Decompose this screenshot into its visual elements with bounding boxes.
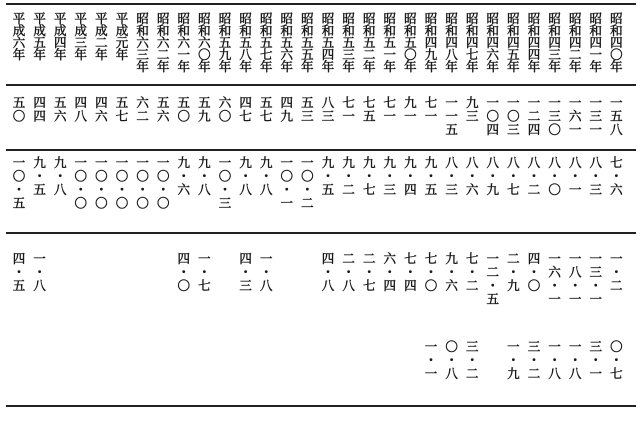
- table-cell: 五六: [52, 96, 68, 123]
- table-cell: 九・四: [402, 156, 418, 197]
- table-cell: 七五: [361, 96, 377, 123]
- year-column: [90, 0, 110, 424]
- table-cell: 四・八: [320, 252, 335, 293]
- table-cell: 一二四: [526, 96, 541, 137]
- table-cell: 一・一: [423, 340, 438, 381]
- table-cell: 一・八: [567, 340, 583, 381]
- year-column: [276, 0, 296, 424]
- table-cell: 一・九: [505, 340, 521, 381]
- year-column: [379, 0, 399, 424]
- year-header: 昭和四六年: [484, 12, 500, 72]
- table-cell: 一〇・一: [278, 156, 294, 210]
- table-cell: 一〇・〇: [134, 156, 150, 210]
- table-cell: 九・五: [31, 156, 47, 197]
- year-header: 平成六年: [11, 12, 26, 60]
- table-cell: 九一: [402, 96, 418, 123]
- year-header: 昭和五九年: [217, 12, 232, 72]
- table-cell: 一〇・三: [217, 156, 232, 210]
- table-cell: 四七: [237, 96, 253, 123]
- table-cell: 四・五: [11, 252, 26, 293]
- table-cell: 一・八: [546, 340, 562, 381]
- table-cell: 八・九: [484, 156, 500, 197]
- year-column: [173, 0, 193, 424]
- table-cell: 九・八: [52, 156, 68, 197]
- table-cell: 四九: [278, 96, 294, 123]
- year-header: 平成二年: [93, 12, 109, 60]
- year-column: [564, 0, 584, 424]
- table-cell: 一三・一: [587, 252, 603, 306]
- year-column: [214, 0, 234, 424]
- table-cell: 一三〇: [546, 96, 562, 137]
- year-header: 昭和五一年: [381, 12, 397, 72]
- table-cell: 一〇三: [505, 96, 521, 137]
- year-column: [585, 0, 605, 424]
- year-column: [317, 0, 337, 424]
- year-header: 昭和四〇年: [608, 12, 624, 72]
- table-cell: 七・六: [608, 156, 624, 197]
- year-column: [544, 0, 564, 424]
- table-cell: 四八: [72, 96, 88, 123]
- year-column: [461, 0, 481, 424]
- year-column: [255, 0, 275, 424]
- table-cell: 一三一: [587, 96, 603, 137]
- table-cell: 三・二: [464, 340, 480, 381]
- year-header: 平成元年: [114, 12, 129, 60]
- year-column: [358, 0, 378, 424]
- table-cell: 八三: [320, 96, 335, 123]
- year-column: [420, 0, 440, 424]
- table-cell: 四・三: [237, 252, 253, 293]
- table-cell: 九三: [464, 96, 480, 123]
- table-cell: 一〇・二: [299, 156, 315, 210]
- table-cell: 七一: [340, 96, 356, 123]
- table-cell: 一〇・〇: [155, 156, 171, 210]
- year-column: [132, 0, 152, 424]
- year-header: 昭和六二年: [155, 12, 171, 72]
- table-cell: 一二・五: [484, 252, 500, 306]
- year-column: [399, 0, 419, 424]
- year-header: 昭和五七年: [258, 12, 274, 72]
- table-cell: 六〇: [217, 96, 232, 123]
- table-cell: 八・六: [464, 156, 480, 197]
- year-column: [152, 0, 172, 424]
- table-cell: 二・八: [340, 252, 356, 293]
- year-column: [502, 0, 522, 424]
- table-cell: 六・四: [381, 252, 397, 293]
- year-header: 昭和四五年: [505, 12, 521, 72]
- table-cell: 一五八: [608, 96, 624, 137]
- table-cell: 一一五: [443, 96, 459, 137]
- table-cell: 七・〇: [423, 252, 438, 293]
- table-cell: 四・〇: [526, 252, 541, 293]
- table-cell: 二・九: [505, 252, 521, 293]
- table-cell: 一・八: [31, 252, 47, 293]
- table-cell: 八・七: [505, 156, 521, 197]
- year-header: 昭和五五年: [299, 12, 315, 72]
- table-cell: 一六一: [567, 96, 583, 137]
- year-column: [482, 0, 502, 424]
- year-header: 昭和五〇年: [402, 12, 418, 72]
- table-cell: 一八・一: [567, 252, 583, 306]
- table-cell: 八・二: [526, 156, 541, 197]
- table-cell: 九・八: [237, 156, 253, 197]
- table-cell: 〇・八: [443, 340, 459, 381]
- table-cell: 九・六: [443, 252, 459, 293]
- table-cell: 二・七: [361, 252, 377, 293]
- table-cell: 七・二: [464, 252, 480, 293]
- table-cell: 一・八: [258, 252, 274, 293]
- year-column: [235, 0, 255, 424]
- table-cell: 五七: [114, 96, 129, 123]
- table-cell: 五三: [299, 96, 315, 123]
- year-header: 昭和五八年: [237, 12, 253, 72]
- year-header: 昭和六三年: [134, 12, 150, 72]
- table-cell: 五〇: [175, 96, 191, 123]
- table-cell: 九・六: [175, 156, 191, 197]
- year-header: 昭和六一年: [175, 12, 191, 72]
- table-cell: 四六: [93, 96, 109, 123]
- table-cell: 一・二: [608, 252, 624, 293]
- year-header: 昭和四九年: [423, 12, 438, 72]
- table-cell: 七一: [381, 96, 397, 123]
- year-header: 昭和五四年: [320, 12, 335, 72]
- table-cell: 五〇: [11, 96, 26, 123]
- table-cell: 八・一: [567, 156, 583, 197]
- table-cell: 九・二: [340, 156, 356, 197]
- table-cell: 五七: [258, 96, 274, 123]
- table-cell: 〇・七: [608, 340, 624, 381]
- table-cell: 七一: [423, 96, 438, 123]
- year-header: 昭和四二年: [567, 12, 583, 72]
- table-cell: 六二: [134, 96, 150, 123]
- year-header: 昭和四一年: [587, 12, 603, 72]
- table-cell: 一〇・〇: [93, 156, 109, 210]
- year-header: 昭和五六年: [278, 12, 294, 72]
- year-header: 昭和五三年: [340, 12, 356, 72]
- table-cell: 三・二: [526, 340, 541, 381]
- table-cell: 一〇・〇: [72, 156, 88, 210]
- table-cell: 九・七: [361, 156, 377, 197]
- table-cell: 八・三: [587, 156, 603, 197]
- year-header: 平成五年: [31, 12, 47, 60]
- year-column: [296, 0, 316, 424]
- table-cell: 一六・一: [546, 252, 562, 306]
- table-cell: 五九: [196, 96, 212, 123]
- year-column: [49, 0, 69, 424]
- year-header: 昭和四四年: [526, 12, 541, 72]
- table-cell: 九・八: [258, 156, 274, 197]
- year-column: [523, 0, 543, 424]
- year-column: [193, 0, 213, 424]
- year-column: [605, 0, 625, 424]
- table-cell: 九・五: [423, 156, 438, 197]
- year-header: 昭和四三年: [546, 12, 562, 72]
- table-cell: 四四: [31, 96, 47, 123]
- year-column: [29, 0, 49, 424]
- year-header: 昭和六〇年: [196, 12, 212, 72]
- table-cell: 九・五: [320, 156, 335, 197]
- year-header: 昭和五二年: [361, 12, 377, 72]
- year-column: [8, 0, 28, 424]
- year-header: 昭和四七年: [464, 12, 480, 72]
- year-column: [70, 0, 90, 424]
- table-cell: 八・〇: [546, 156, 562, 197]
- table-cell: 一〇・〇: [114, 156, 129, 210]
- year-column: [338, 0, 358, 424]
- table-cell: 九・八: [196, 156, 212, 197]
- table-cell: 三・一: [587, 340, 603, 381]
- year-column: [111, 0, 131, 424]
- year-header: 平成三年: [72, 12, 88, 60]
- table-cell: 八・三: [443, 156, 459, 197]
- table-cell: 四・〇: [175, 252, 191, 293]
- table-cell: 九・三: [381, 156, 397, 197]
- year-column: [441, 0, 461, 424]
- table-cell: 一〇・五: [11, 156, 26, 210]
- table-cell: 一・七: [196, 252, 212, 293]
- table-cell: 七・四: [402, 252, 418, 293]
- table-cell: 一〇四: [484, 96, 500, 137]
- year-header: 平成四年: [52, 12, 68, 60]
- table-cell: 五六: [155, 96, 171, 123]
- year-header: 昭和四八年: [443, 12, 459, 72]
